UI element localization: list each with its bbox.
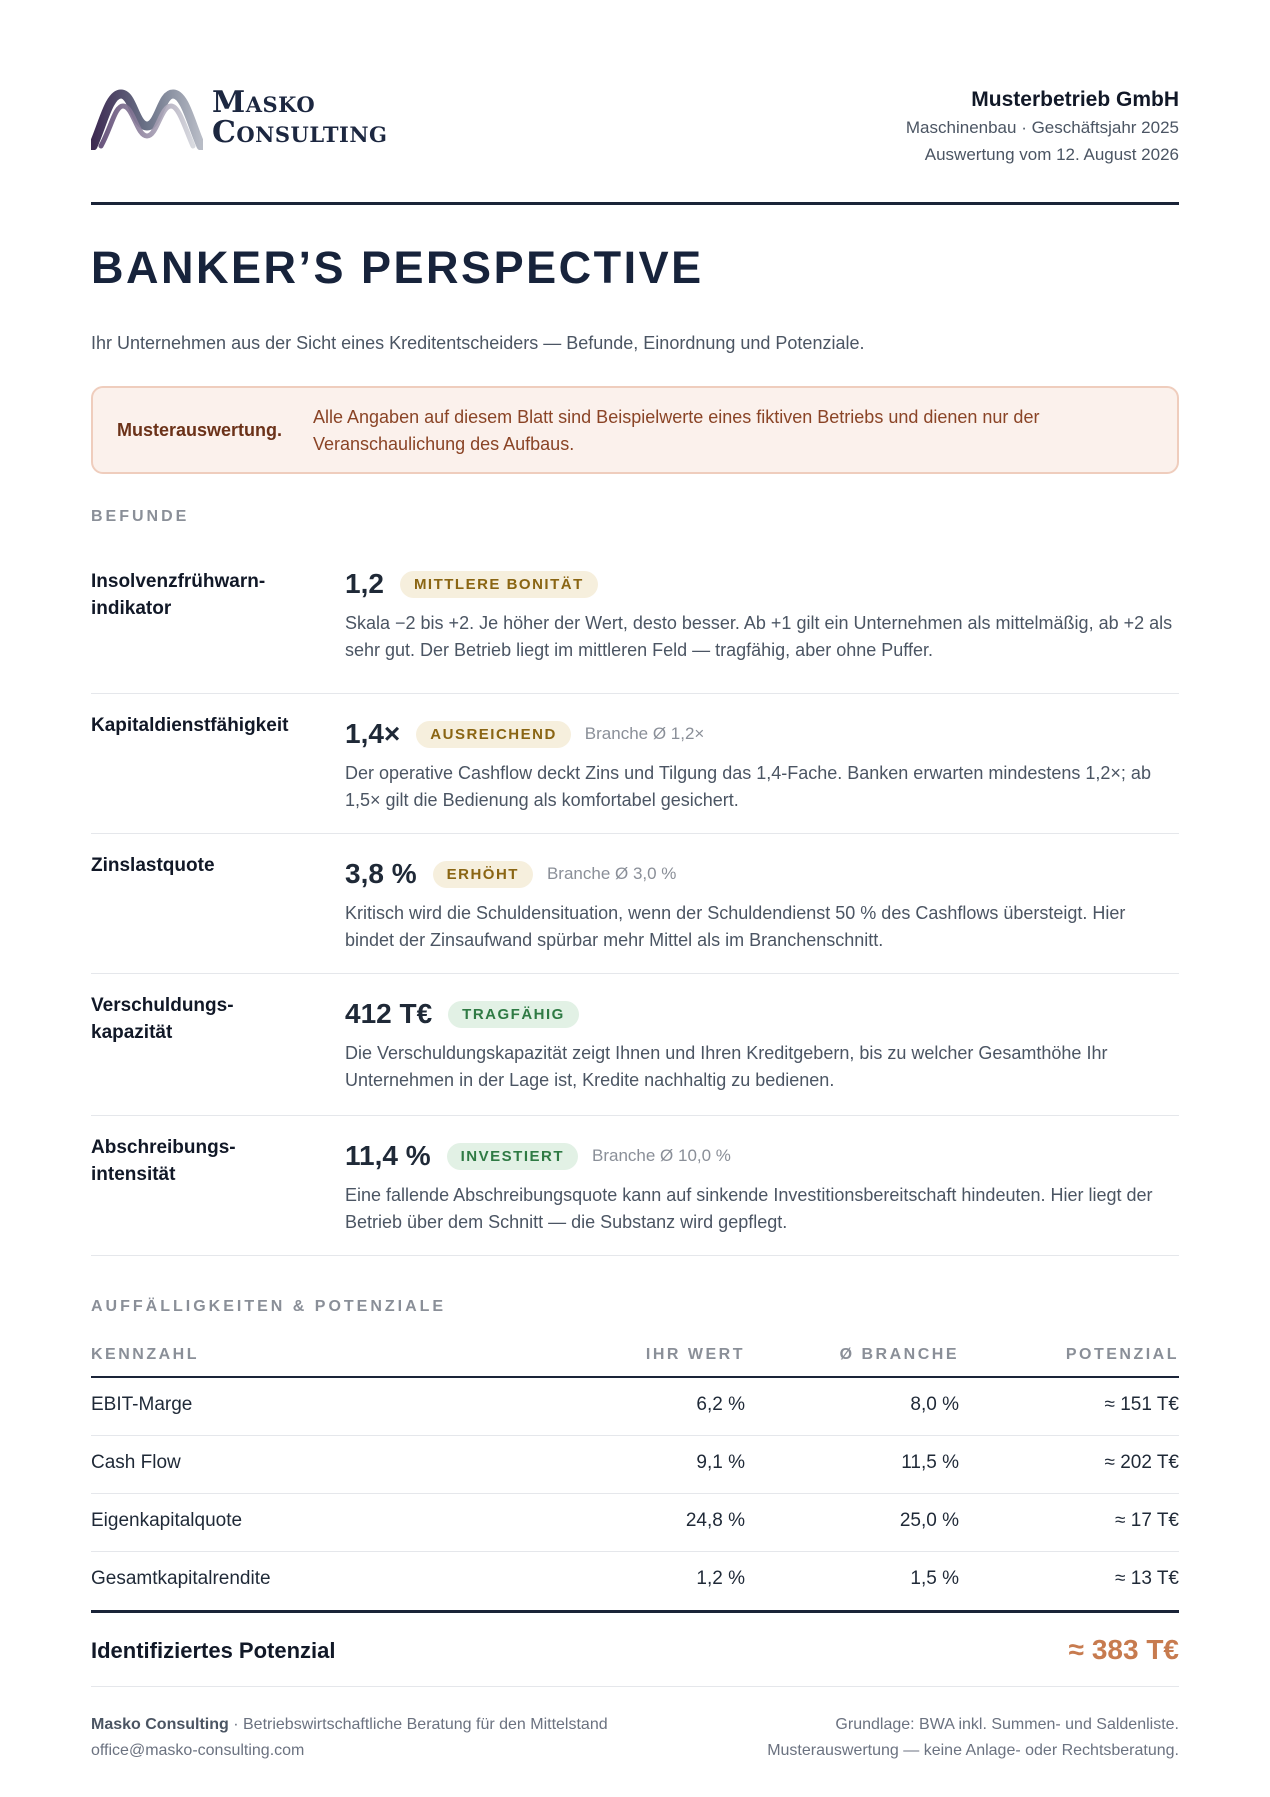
report-page: [91, 0, 1179, 1797]
column-header-your-value: IHR WERT: [645, 1346, 745, 1363]
page-subtitle: Ihr Unternehmen aus der Sicht eines Kreditentscheiders — Befunde, Einordnung und Potenziale.: [91, 333, 865, 353]
status-badge: INVESTIERT: [447, 1143, 578, 1170]
industry-value: 1,5 %: [910, 1568, 959, 1589]
potential-value: ≈ 202 T€: [1104, 1452, 1179, 1473]
notice-label: Musterauswertung.: [117, 420, 283, 440]
your-value: 1,2 %: [696, 1568, 745, 1589]
metric-name: EBIT-Marge: [91, 1394, 193, 1415]
finding-interest-ratio: [91, 848, 1179, 974]
table-header: [91, 1334, 1179, 1378]
company-name: Musterbetrieb GmbH: [971, 88, 1179, 111]
finding-label: Abschreibungs-intensität: [91, 1137, 236, 1185]
footer-left: [91, 1712, 608, 1764]
column-header-potential: POTENZIAL: [1065, 1346, 1179, 1363]
company-logo: [91, 84, 431, 154]
sample-notice: [91, 386, 1179, 474]
logo-line-1: Masko: [212, 85, 316, 120]
finding-value: 1,2: [345, 568, 384, 599]
table-row: [91, 1494, 1179, 1552]
metric-name: Gesamtkapitalrendite: [91, 1568, 271, 1589]
potential-value: ≈ 151 T€: [1104, 1394, 1179, 1415]
finding-value: 3,8 %: [345, 858, 417, 889]
finding-label: Verschuldungs-kapazität: [91, 995, 234, 1043]
logo-wordmark: [212, 85, 388, 150]
your-value: 24,8 %: [685, 1510, 745, 1531]
report-header: [91, 84, 1179, 168]
footer-divider: [91, 1686, 1179, 1687]
finding-body: [345, 994, 1179, 1094]
footer-email[interactable]: office@masko-consulting.com: [91, 1742, 305, 1759]
your-value: 6,2 %: [696, 1394, 745, 1415]
footer-right: [767, 1712, 1179, 1764]
finding-benchmark: Branche Ø 1,2×: [584, 724, 705, 743]
finding-value: 11,4 %: [345, 1140, 431, 1171]
logo-line-2: Consulting: [212, 115, 388, 150]
finding-text: Kritisch wird die Schuldensituation, wenn der Schuldendienst 50 % des Cashflows übersteigt. Hier bindet der Zinsaufwand spürbar mehr Mittel als im Branchenschnitt.: [345, 903, 1126, 950]
metric-name: Eigenkapitalquote: [91, 1510, 243, 1531]
finding-text: Die Verschuldungskapazität zeigt Ihnen und Ihren Kreditgebern, bis zu welcher Gesamthöhe Ihr Unternehmen in der Lage ist, Kredite nachhaltig zu bedienen.: [345, 1043, 1108, 1090]
metric-name: Cash Flow: [91, 1452, 181, 1473]
total-potential-label: Identifiziertes Potenzial: [91, 1638, 336, 1663]
finding-body: [345, 854, 1179, 954]
potential-value: ≈ 13 T€: [1115, 1568, 1179, 1589]
finding-text: Der operative Cashflow deckt Zins und Tilgung das 1,4-Fache. Banken erwarten mindestens 1,2×; ab 1,5× gilt die Bedienung als komfortabel gesichert.: [345, 763, 1151, 810]
column-header-industry: Ø BRANCHE: [839, 1346, 959, 1363]
total-potential-value: ≈ 383 T€: [1068, 1634, 1179, 1665]
finding-text: Skala −2 bis +2. Je höher der Wert, desto besser. Ab +1 gilt ein Unternehmen als mittelmäßig, ab +2 als sehr gut. Der Betrieb liegt im mittleren Feld — tragfähig, aber ohne Puffer.: [345, 613, 1173, 660]
industry-value: 25,0 %: [899, 1510, 959, 1531]
footer-basis: Grundlage: BWA inkl. Summen- und Saldenliste.: [835, 1716, 1179, 1733]
header-divider: [91, 202, 1179, 205]
finding-value: 1,4×: [345, 718, 401, 749]
potential-value: ≈ 17 T€: [1115, 1510, 1179, 1531]
page-title: BANKER’S PERSPECTIVE: [91, 242, 704, 293]
finding-body: [345, 564, 1179, 664]
potentials-section-label: AUFFÄLLIGKEITEN & POTENZIALE: [91, 1298, 447, 1315]
column-header-metric: KENNZAHL: [91, 1346, 199, 1363]
table-row: [91, 1552, 1179, 1610]
footer-brand: Masko Consulting: [91, 1716, 229, 1733]
finding-body: [345, 1136, 1179, 1236]
status-badge: ERHÖHT: [433, 861, 533, 888]
findings-section-label: BEFUNDE: [91, 508, 190, 525]
table-row: [91, 1436, 1179, 1494]
finding-value: 412 T€: [345, 998, 433, 1029]
finding-insolvency: [91, 568, 1179, 694]
finding-label: Kapitaldienstfähigkeit: [91, 715, 289, 736]
finding-label: Insolvenzfrühwarn-indikator: [91, 571, 266, 619]
finding-debt-capacity: [91, 988, 1179, 1116]
status-badge: MITTLERE BONITÄT: [400, 571, 598, 598]
finding-debt-service: [91, 708, 1179, 834]
footer-tagline: · Betriebswirtschaftliche Beratung für den Mittelstand: [228, 1716, 608, 1733]
company-info: [906, 86, 1179, 168]
your-value: 9,1 %: [696, 1452, 745, 1473]
industry-value: 8,0 %: [910, 1394, 959, 1415]
finding-benchmark: Branche Ø 3,0 %: [546, 864, 677, 883]
status-badge: AUSREICHEND: [416, 721, 571, 748]
logo-mark-icon: [91, 86, 203, 150]
total-divider: [91, 1610, 1179, 1613]
finding-depreciation: [91, 1130, 1179, 1256]
footer-disclaimer: Musterauswertung — keine Anlage- oder Rechtsberatung.: [767, 1742, 1179, 1759]
finding-benchmark: Branche Ø 10,0 %: [592, 1146, 731, 1165]
table-row: [91, 1378, 1179, 1436]
potentials-table: [91, 1334, 1179, 1610]
finding-body: [345, 714, 1179, 814]
status-badge: TRAGFÄHIG: [448, 1001, 579, 1028]
notice-text: Alle Angaben auf diesem Blatt sind Beispielwerte eines fiktiven Betriebs und dienen nur der Veranschaulichung des Aufbaus.: [313, 407, 1040, 454]
finding-text: Eine fallende Abschreibungsquote kann auf sinkende Investitionsbereitschaft hindeuten. Hier liegt der Betrieb über dem Schnitt — die Substanz wird gepflegt.: [345, 1185, 1153, 1232]
finding-label: Zinslastquote: [91, 855, 215, 876]
evaluation-date: Auswertung vom 12. August 2026: [924, 145, 1179, 164]
industry-value: 11,5 %: [901, 1452, 959, 1473]
company-sector: Maschinenbau · Geschäftsjahr 2025: [905, 118, 1179, 137]
